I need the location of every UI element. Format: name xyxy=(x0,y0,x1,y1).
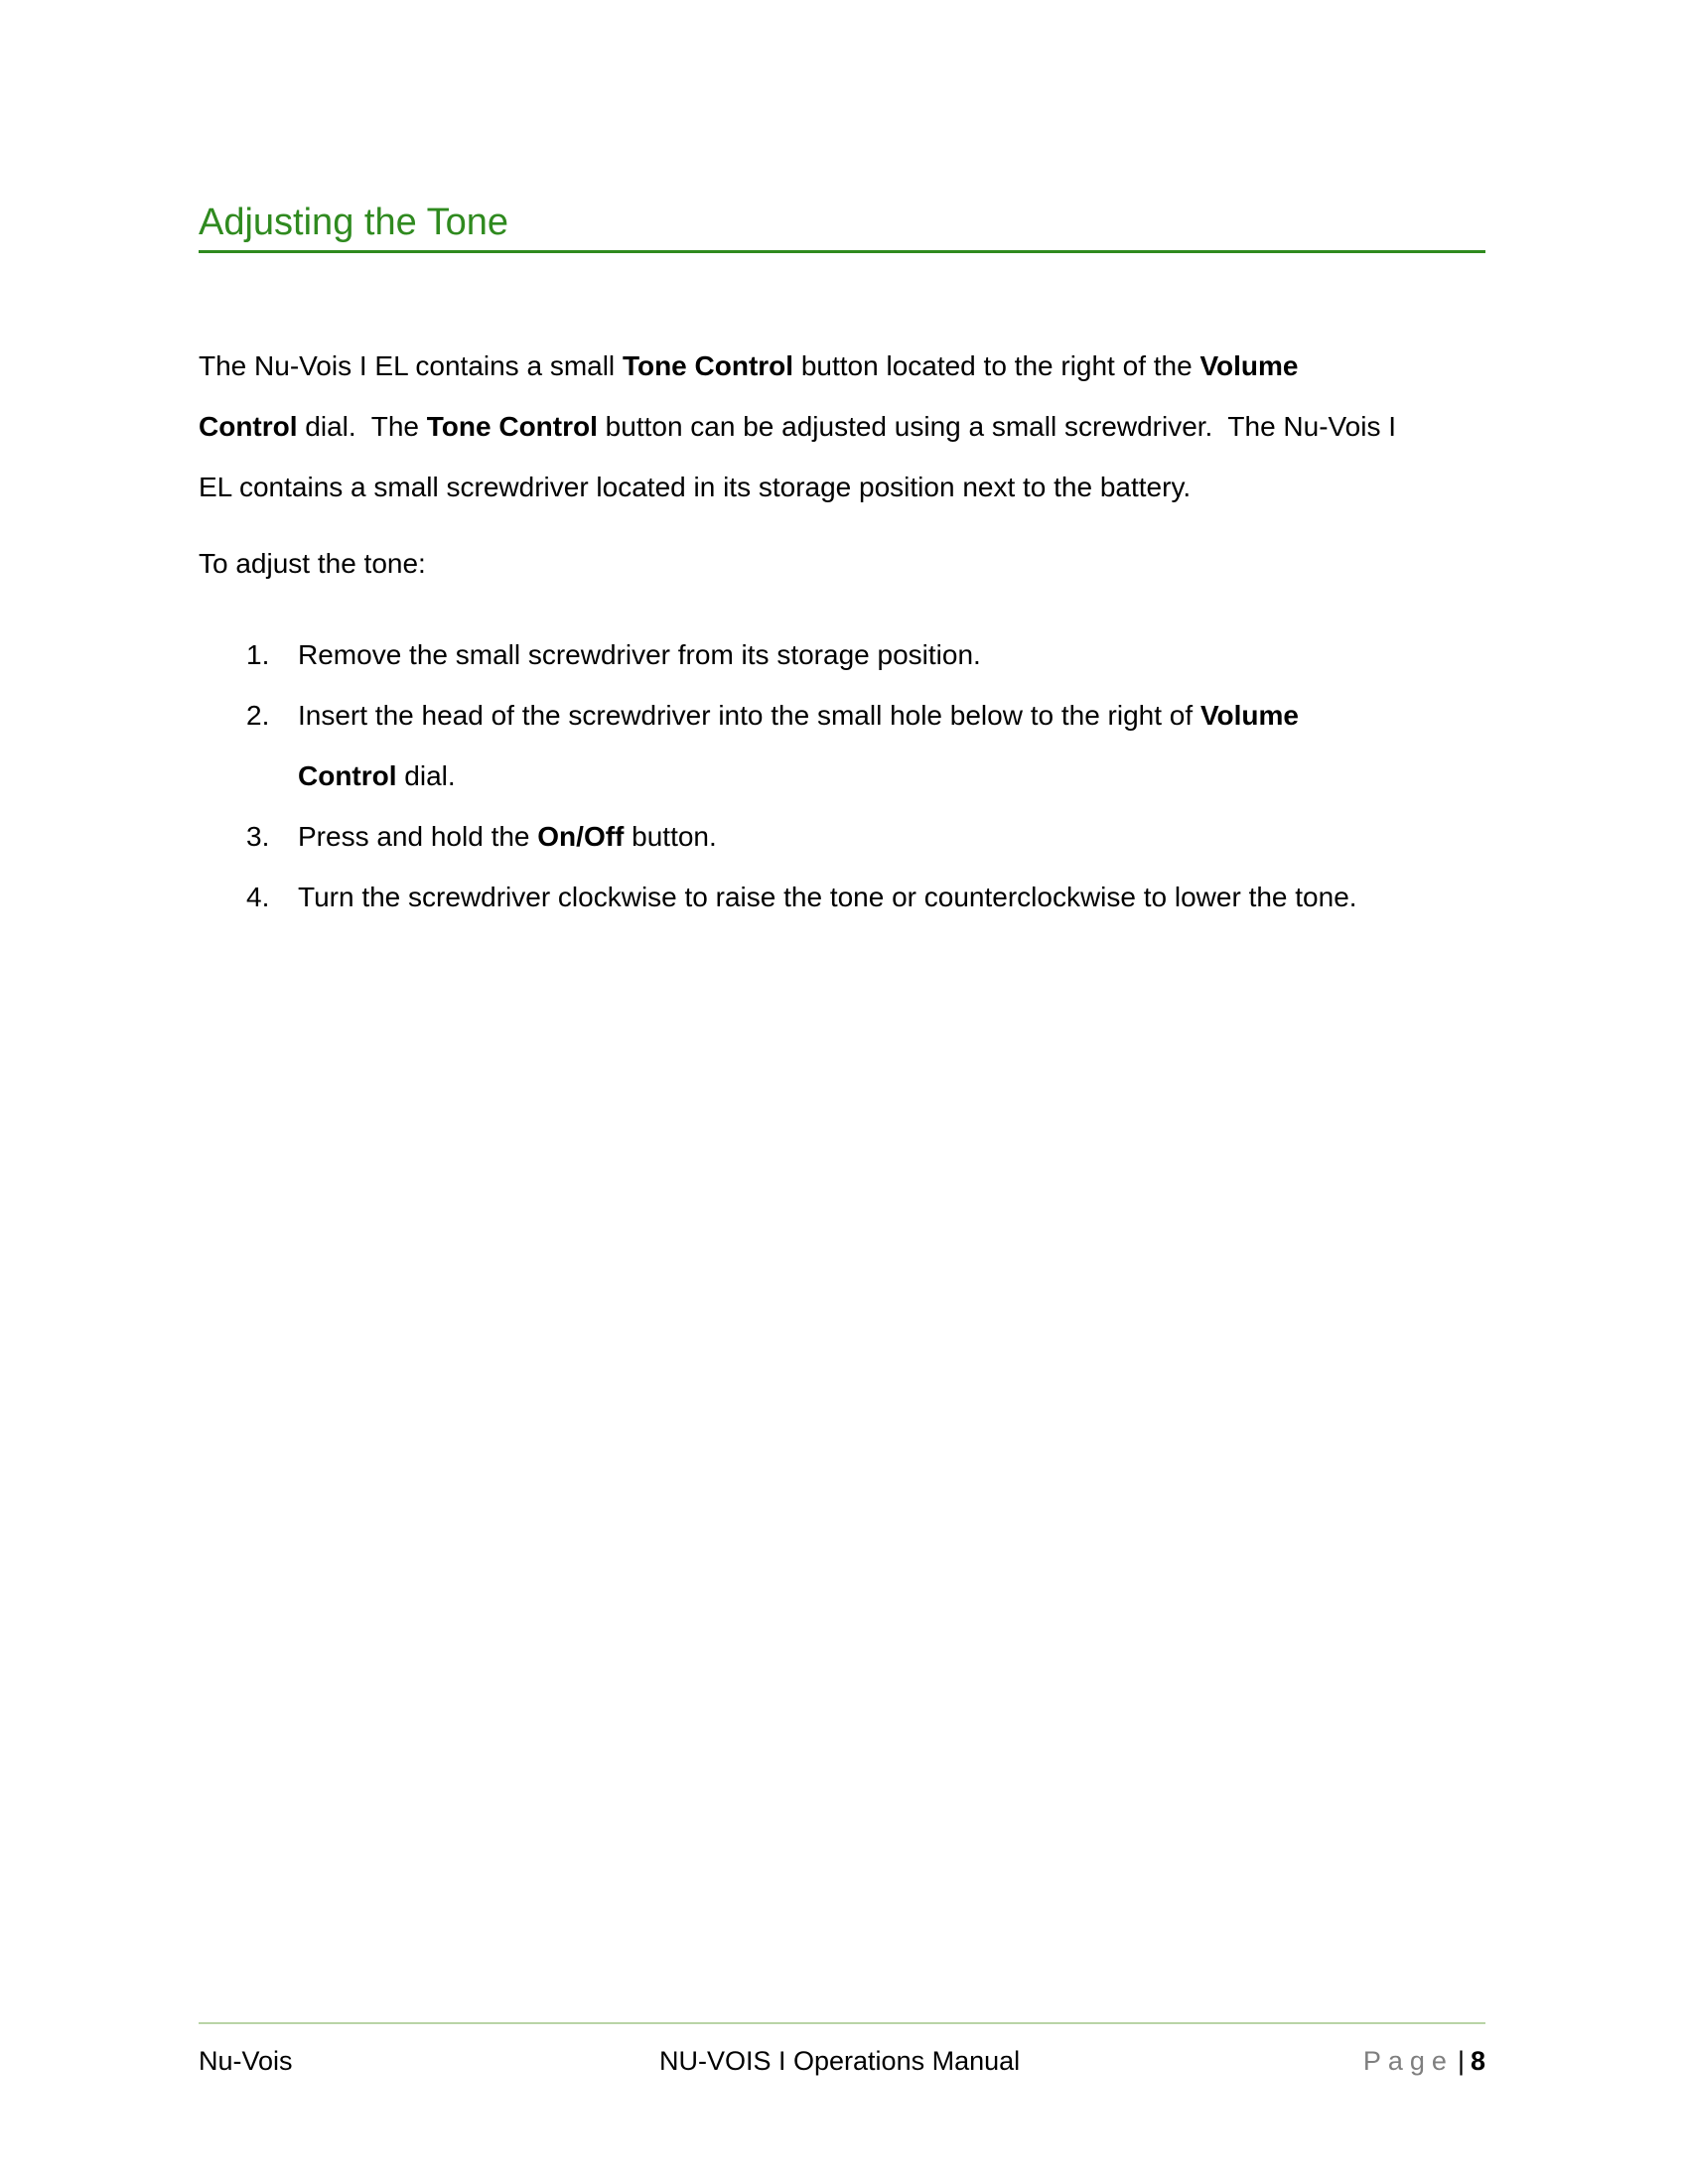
page-footer xyxy=(199,2043,1485,2079)
step-number: 1. xyxy=(246,639,270,670)
footer-brand: Nu-Vois xyxy=(199,2046,293,2076)
step-number: 3. xyxy=(246,821,270,852)
footer-title: NU-VOIS I Operations Manual xyxy=(659,2046,1021,2076)
step-number: 2. xyxy=(246,700,270,731)
step-line xyxy=(298,685,1299,746)
step-line xyxy=(298,806,717,867)
footer-page-number: 8 xyxy=(1470,2046,1485,2076)
step-bold-run: Volume xyxy=(1199,700,1299,731)
step-run: button. xyxy=(624,821,717,852)
intro-line xyxy=(199,457,1489,517)
intro-text: dial. The xyxy=(297,411,427,442)
intro-bold-text: Tone Control xyxy=(426,411,598,442)
intro-bold-text: Volume xyxy=(1199,350,1299,381)
intro-text: button located to the right of the xyxy=(793,350,1200,381)
step-line xyxy=(298,624,981,685)
step-run: Insert the head of the screwdriver into the small hole below to the right of xyxy=(298,700,1200,731)
footer-divider xyxy=(199,2022,1485,2024)
section-heading-block xyxy=(199,199,1485,253)
footer-page-indicator xyxy=(1363,2043,1485,2079)
step-text xyxy=(298,624,981,685)
step-run: Turn the screwdriver clockwise to raise the tone or counterclockwise to lower the tone. xyxy=(298,882,1357,912)
footer-separator: | xyxy=(1457,2046,1465,2076)
list-item xyxy=(246,806,1497,867)
intro-bold-text: Tone Control xyxy=(622,350,794,381)
list-item xyxy=(246,624,1497,685)
steps-list xyxy=(246,624,1497,927)
step-line xyxy=(298,867,1357,927)
step-bold-run: On/Off xyxy=(537,821,625,852)
intro-bold-text: Control xyxy=(199,411,298,442)
footer-page-label: Page xyxy=(1362,2046,1454,2076)
section-heading: Adjusting the Tone xyxy=(199,202,508,243)
step-run: Press and hold the xyxy=(298,821,538,852)
intro-text: The Nu-Vois I EL contains a small xyxy=(199,350,623,381)
step-run: Remove the small screwdriver from its storage position. xyxy=(298,639,981,670)
intro-line xyxy=(199,336,1489,396)
intro-text: EL contains a small screwdriver located in its storage position next to the battery. xyxy=(199,472,1192,502)
steps-lead: To adjust the tone: xyxy=(199,548,426,579)
step-text xyxy=(298,867,1357,927)
list-item xyxy=(246,867,1497,927)
intro-paragraph xyxy=(199,336,1489,517)
step-bold-run: Control xyxy=(298,760,397,791)
step-number: 4. xyxy=(246,882,270,912)
step-text xyxy=(298,685,1299,806)
step-run: dial. xyxy=(396,760,456,791)
step-text xyxy=(298,806,717,867)
step-line xyxy=(298,746,1299,806)
intro-line xyxy=(199,396,1489,457)
list-item xyxy=(246,685,1497,806)
intro-text: button can be adjusted using a small screwdriver. The Nu-Vois I xyxy=(597,411,1397,442)
